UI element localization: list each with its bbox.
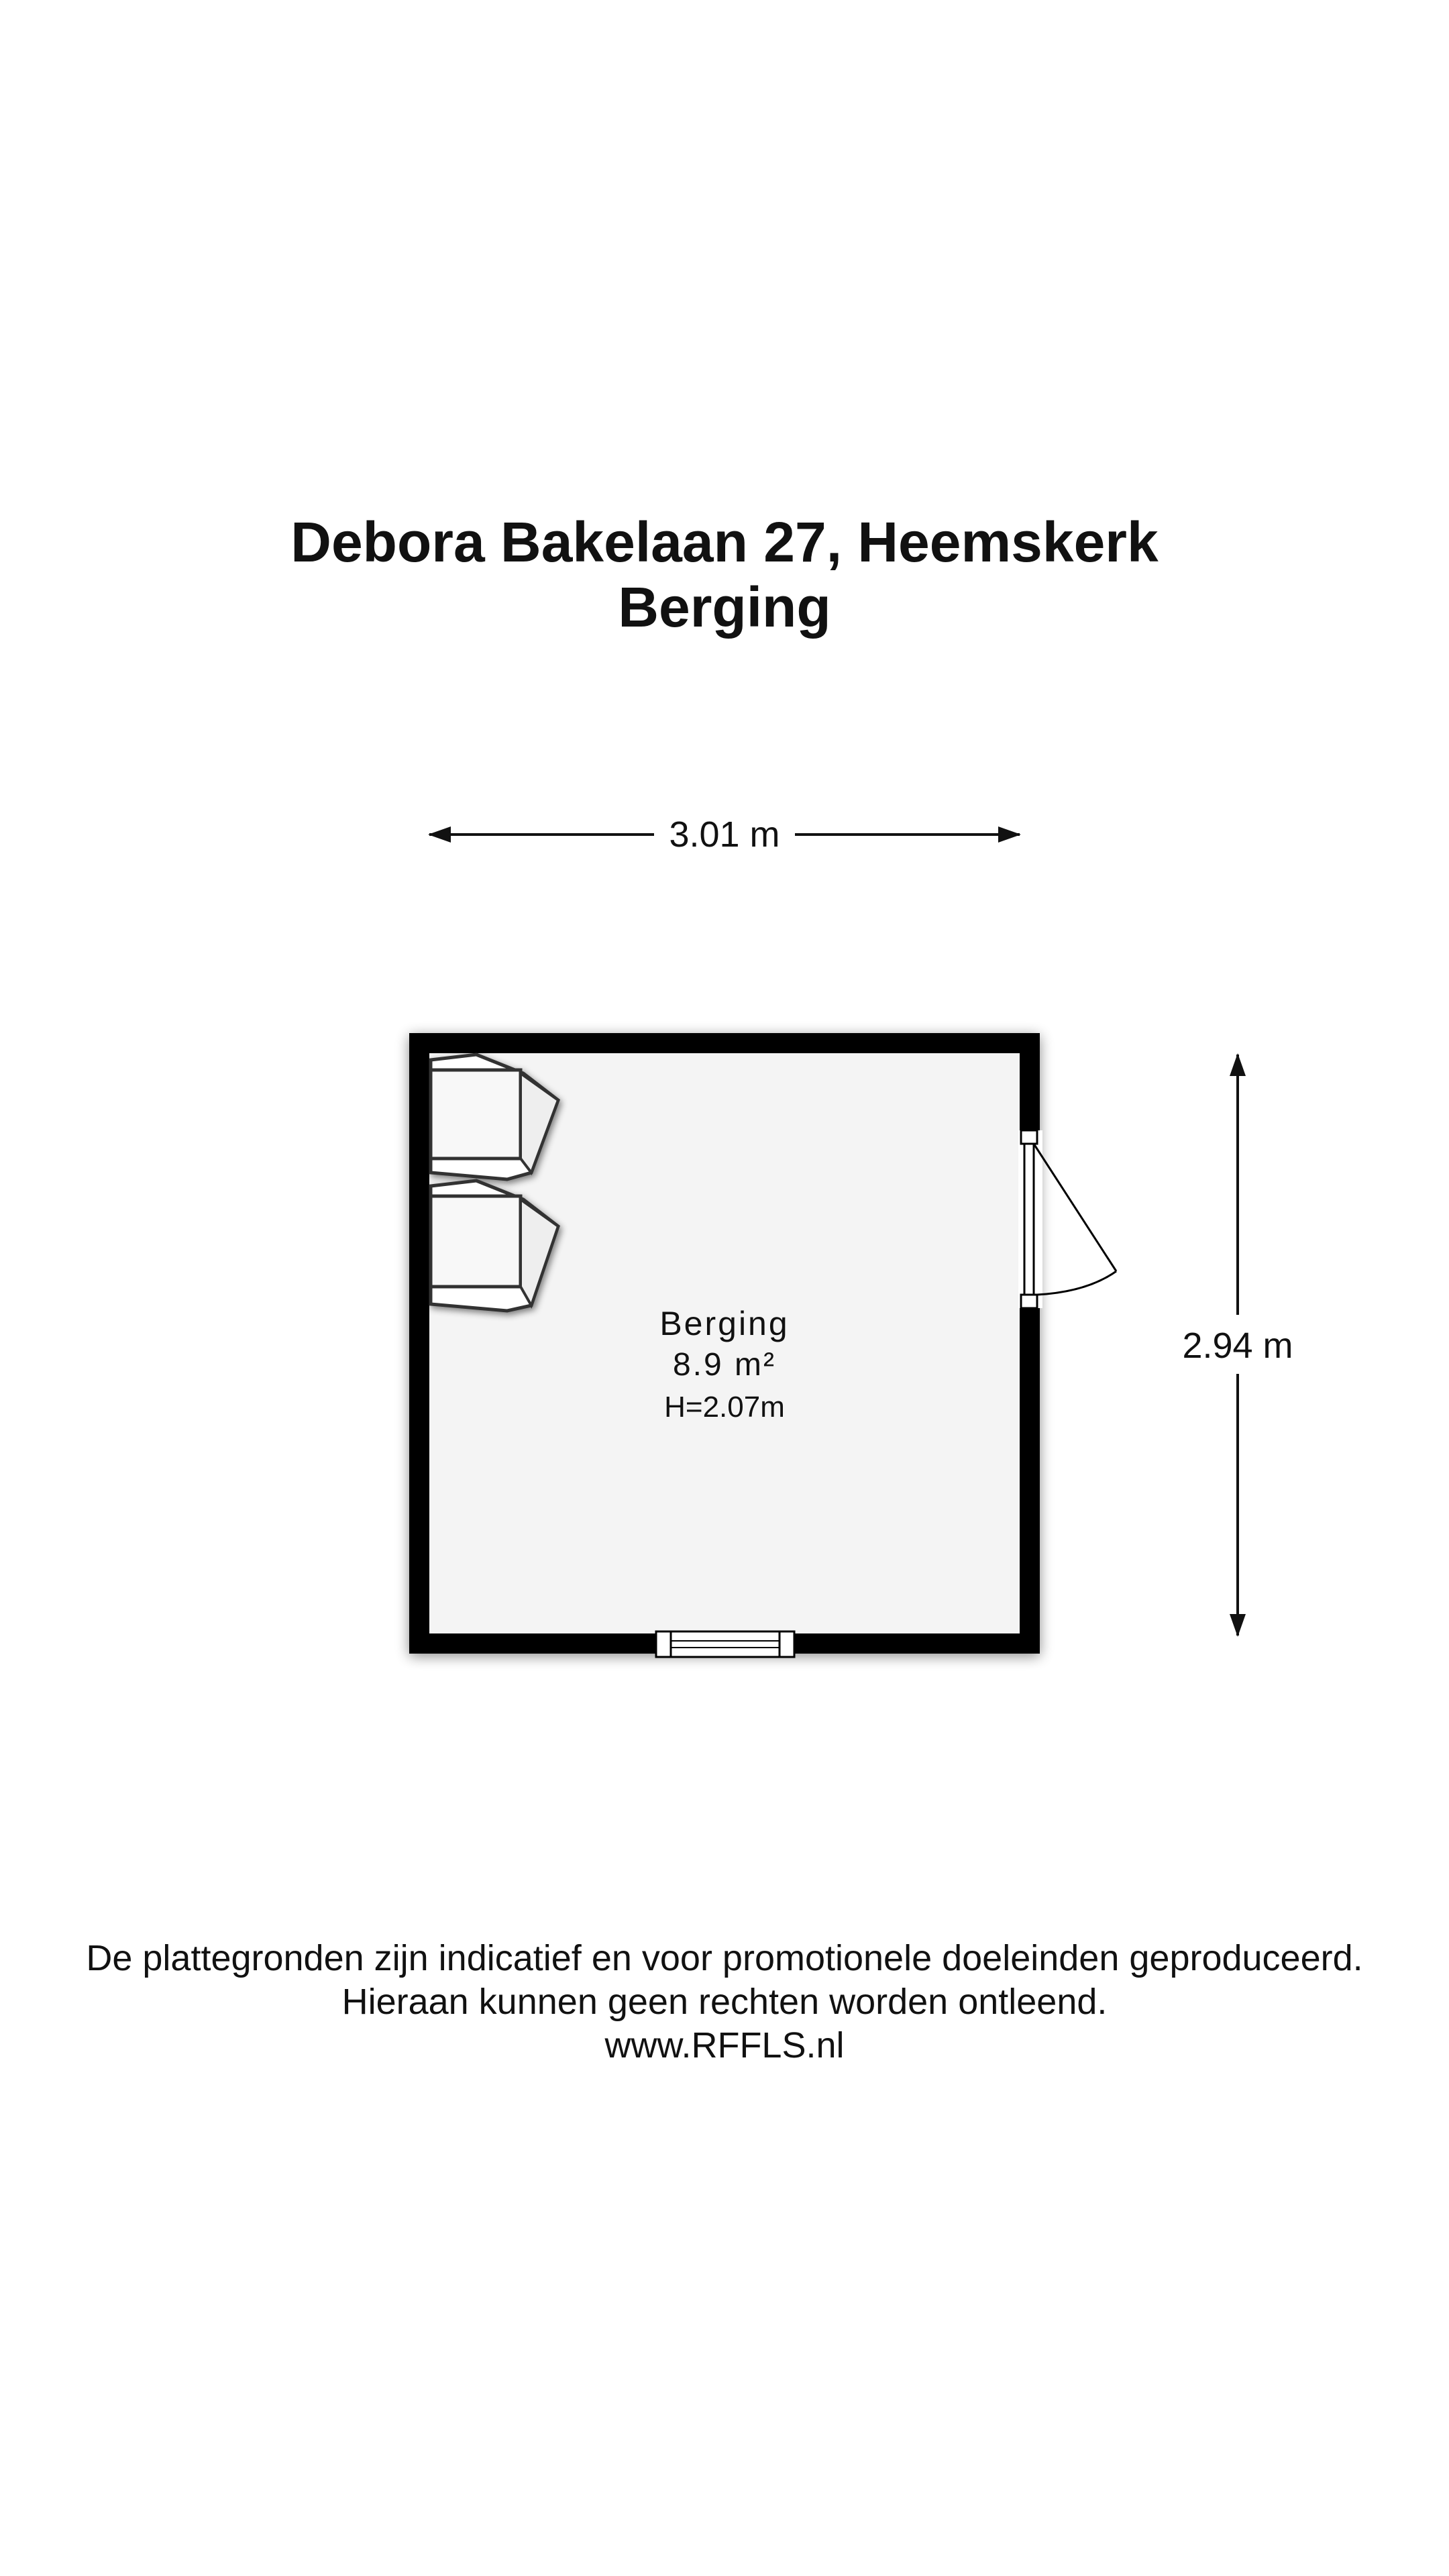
page-title-address: Debora Bakelaan 27, Heemskerk (290, 511, 1159, 574)
door-swing-line (1034, 1144, 1116, 1271)
room-berging (409, 1033, 1116, 1657)
disclaimer-line-2: Hieraan kunnen geen rechten worden ontleend. (341, 1982, 1108, 2022)
width-dimension (428, 814, 1021, 855)
window (656, 1631, 794, 1657)
door-jamb-bottom (1021, 1295, 1037, 1308)
box-front-top (431, 1070, 521, 1159)
door-jamb-top (1021, 1130, 1037, 1144)
width-dimension-label: 3.01 m (669, 814, 780, 855)
door-swing-arc (1037, 1271, 1116, 1295)
page-title-floor: Berging (618, 576, 831, 639)
arrow-down-icon (1230, 1614, 1246, 1637)
room-area-label: 8.9 m² (672, 1347, 777, 1383)
depth-dimension-label: 2.94 m (1182, 1326, 1293, 1366)
arrow-up-icon (1230, 1053, 1246, 1076)
room-name-label: Berging (659, 1305, 790, 1342)
disclaimer-website: www.RFFLS.nl (604, 2025, 845, 2065)
window-frame-right (780, 1631, 794, 1657)
window-frame-left (656, 1631, 671, 1657)
room-height-label: H=2.07m (664, 1391, 785, 1424)
arrow-right-icon (998, 826, 1021, 843)
box-front-bottom (431, 1196, 521, 1287)
depth-dimension (1182, 1053, 1293, 1637)
door-leaf (1024, 1144, 1034, 1295)
arrow-left-icon (428, 826, 451, 843)
disclaimer-line-1: De plattegronden zijn indicatief en voor promotionele doeleinden geproduceerd. (86, 1938, 1363, 1978)
